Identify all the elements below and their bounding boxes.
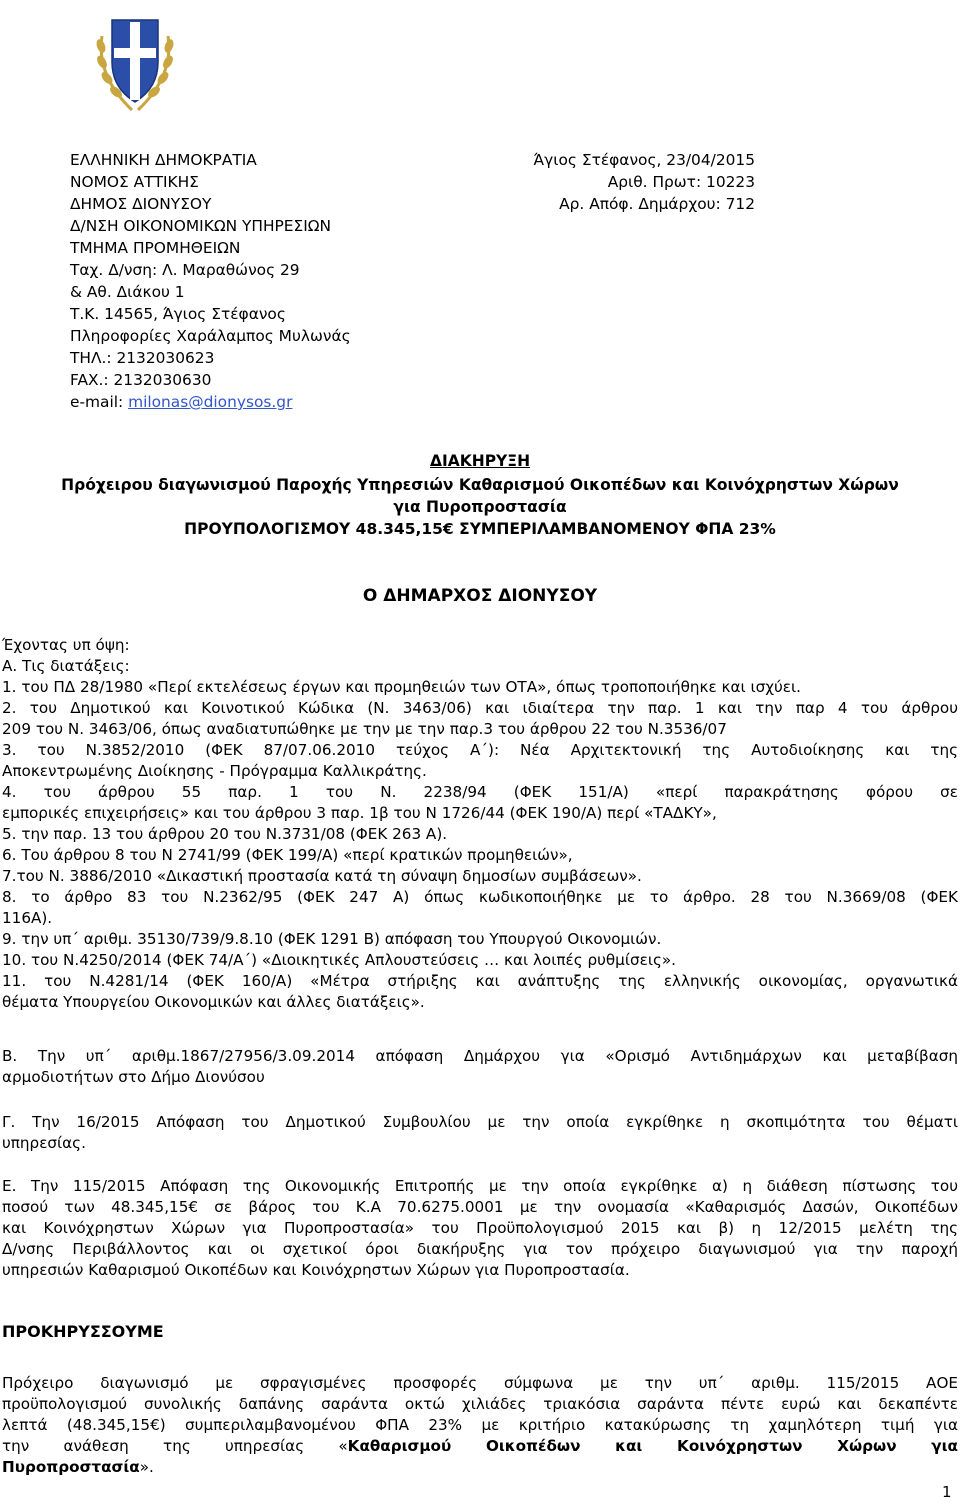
section-b xyxy=(2,1046,958,1088)
budget-line: ΠΡΟΥΠΟΛΟΓΙΣΜΟΥ 48.345,15€ ΣΥΜΠΕΡΙΛΑΜΒΑΝΟΜΕΝΟΥ ΦΠΑ 23% xyxy=(184,520,776,538)
section-e-line: Δ/νσης Περιβάλλοντος και οι σχετικοί όροι διακήρυξης για τον πρόχειρο διαγωνισμού για την παροχή xyxy=(2,1240,958,1258)
provision-item: 8. το άρθρο 83 του Ν.2362/95 (ΦΕΚ 247 Α) όπως κωδικοποιήθηκε με το άρθρο. 28 του Ν.3669/08 (ΦΕΚ xyxy=(2,888,958,906)
reference-header xyxy=(485,149,755,215)
provision-item: 11. του Ν.4281/14 (ΦΕΚ 160/Α) «Μέτρα στήριξης και ανάπτυξης της ελληνικής οικονομίας, οργανωτικά xyxy=(2,972,958,990)
section-b-line: Β. Την υπ΄ αριθμ.1867/27956/3.09.2014 απόφαση Δημάρχου για «Ορισμό Αντιδημάρχων και μεταβίβαση xyxy=(2,1047,958,1065)
section-c-line: Γ. Την 16/2015 Απόφαση του Δημοτικού Συμβουλίου με την οποία εγκρίθηκε η σκοπιμότητα του θέματι xyxy=(2,1113,958,1131)
provision-item: 3. του Ν.3852/2010 (ΦΕΚ 87/07.06.2010 τεύχος Α΄): Νέα Αρχιτεκτονική της Αυτοδιοίκησης και της xyxy=(2,741,958,759)
provision-item: 4. του άρθρου 55 παρ. 1 του Ν. 2238/94 (ΦΕΚ 151/Α) «περί παρακράτησης φόρου σε xyxy=(2,783,958,801)
service-name-bold: Καθαρισμού Οικοπέδων και Κοινόχρηστων Χώρων για xyxy=(347,1437,958,1455)
provision-item: 2. του Δημοτικού και Κοινοτικού Κώδικα (Ν. 3463/06) και ιδιαίτερα την παρ. 1 και την παρ 4 του άρθρου xyxy=(2,699,958,717)
header-line: ΕΛΛΗΝΙΚΗ ΔΗΜΟΚΡΑΤΙΑ xyxy=(70,151,257,169)
sender-header xyxy=(70,149,351,413)
final-line: προϋπολογισμού συνολικής δαπάνης σαράντα οκτώ χιλιάδες τριακόσια σαράντα πέντε ευρώ και δεκαπέντε xyxy=(2,1395,958,1413)
final-paragraph xyxy=(2,1373,958,1478)
provision-item: 1. του ΠΔ 28/1980 «Περί εκτελέσεως έργων και προμηθειών των ΟΤΑ», όπως τροποποιήθηκε και ισχύει. xyxy=(2,678,801,696)
header-line: Ταχ. Δ/νση: Λ. Μαραθώνος 29 xyxy=(70,261,300,279)
section-e xyxy=(2,1176,958,1281)
header-line: & Αθ. Διάκου 1 xyxy=(70,283,185,301)
provision-item: εμπορικές επιχειρήσεις» και του άρθρου 3 παρ. 1β του Ν 1726/44 (ΦΕΚ 190/Α) περί «ΤΑΔΚΥ», xyxy=(2,804,717,822)
section-e-line: ποσού των 48.345,15€ σε βάρος του Κ.Α 70.6275.0001 με την ονομασία «Καθαρισμός Δασών, Οικοπέδων xyxy=(2,1198,958,1216)
date-line: Άγιος Στέφανος, 23/04/2015 xyxy=(533,151,755,169)
provision-item: 116Α). xyxy=(2,909,53,927)
final-line-suffix: ». xyxy=(139,1458,154,1476)
provision-item: 9. την υπ΄ αριθμ. 35130/739/9.8.10 (ΦΕΚ 1291 Β) απόφαση του Υπουργού Οικονομιών. xyxy=(2,930,662,948)
protocol-number: Αριθ. Πρωτ: 10223 xyxy=(607,173,755,191)
header-line: ΔΗΜΟΣ ΔΙΟΝΥΣΟΥ xyxy=(70,195,212,213)
provision-item: 10. του Ν.4250/2014 (ΦΕΚ 74/Α΄) «Διοικητικές Απλουστεύσεις … και λοιπές ρυθμίσεις». xyxy=(2,951,676,969)
section-b-line: αρμοδιοτήτων στο Δήμο Διονύσου xyxy=(2,1068,265,1086)
decision-number: Αρ. Απόφ. Δημάρχου: 712 xyxy=(559,195,755,213)
provision-item: Αποκεντρωμένης Διοίκησης - Πρόγραμμα Καλλικράτης. xyxy=(2,762,427,780)
greek-coat-of-arms-icon xyxy=(92,6,178,118)
subtitle-line: Πρόχειρου διαγωνισμού Παροχής Υπηρεσιών Καθαρισμού Οικοπέδων και Κοινόχρηστων Χώρων xyxy=(61,476,899,494)
header-line: Τ.Κ. 14565, Άγιος Στέφανος xyxy=(70,305,286,323)
section-c-line: υπηρεσίας. xyxy=(2,1134,86,1152)
section-a-label: Α. Τις διατάξεις: xyxy=(2,657,130,675)
section-e-line: Ε. Την 115/2015 Απόφαση της Οικονομικής Επιτροπής με την οποία εγκρίθηκε α) η διάθεση πίστωσης του xyxy=(2,1177,958,1195)
mayor-heading: Ο ΔΗΜΑΡΧΟΣ ΔΙΟΝΥΣΟΥ xyxy=(362,586,598,606)
final-line: λεπτά (48.345,15€) συμπεριλαμβανομένου ΦΠΑ 23% με κριτήριο κατακύρωσης τη χαμηλότερη τιμή για xyxy=(2,1416,958,1434)
provision-item: 7.του Ν. 3886/2010 «Δικαστική προστασία κατά τη σύναψη δημοσίων συμβάσεων». xyxy=(2,867,642,885)
service-name-bold: Πυροπροστασία xyxy=(2,1458,140,1476)
section-e-line: υπηρεσιών Καθαρισμού Οικοπέδων και Κοινόχρηστων Χώρων για Πυροπροστασία. xyxy=(2,1261,630,1279)
section-c xyxy=(2,1112,958,1154)
final-line-prefix: την ανάθεση της υπηρεσίας « xyxy=(2,1437,348,1455)
provision-item: θέματα Υπουργείου Οικονομικών και άλλες διατάξεις». xyxy=(2,993,425,1011)
email-label: e-mail: xyxy=(70,393,129,411)
considering-label: Έχοντας υπ όψη: xyxy=(2,636,130,654)
header-line: ΤΗΛ.: 2132030623 xyxy=(70,349,215,367)
page-number: 1 xyxy=(942,1483,952,1501)
document-heading: ΔΙΑΚΗΡΥΞΗ xyxy=(429,452,531,470)
document-subtitle xyxy=(0,474,960,540)
header-line: ΝΟΜΟΣ ΑΤΤΙΚΗΣ xyxy=(70,173,199,191)
provisions-section xyxy=(2,635,958,1013)
final-line xyxy=(2,1457,958,1478)
final-line: Πρόχειρο διαγωνισμό με σφραγισμένες προσφορές σύμφωνα με την υπ΄ αριθμ. 115/2015 ΑΟΕ xyxy=(2,1374,958,1392)
provision-item: 5. την παρ. 13 του άρθρου 20 του Ν.3731/08 (ΦΕΚ 263 Α). xyxy=(2,825,448,843)
header-line: Πληροφορίες Χαράλαμπος Μυλωνάς xyxy=(70,327,351,345)
email-link[interactable]: milonas@dionysos.gr xyxy=(128,393,293,411)
provision-item: 6. Του άρθρου 8 του Ν 2741/99 (ΦΕΚ 199/Α) «περί κρατικών προμηθειών», xyxy=(2,846,573,864)
header-line: FAX.: 2132030630 xyxy=(70,371,212,389)
email-line xyxy=(70,391,351,413)
announce-heading: ΠΡΟΚΗΡΥΣΣΟΥΜΕ xyxy=(2,1322,164,1341)
final-line xyxy=(2,1436,958,1457)
section-e-line: και Κοινόχρηστων Χώρων για Πυροπροστασία» του Προϋπολογισμού 2015 και β) η 12/2015 μελέτη της xyxy=(2,1219,958,1237)
header-line: ΤΜΗΜΑ ΠΡΟΜΗΘΕΙΩΝ xyxy=(70,239,241,257)
provision-item: 209 του Ν. 3463/06, όπως αναδιατυπώθηκε με την με την παρ.3 του άρθρου 22 του Ν.3536/07 xyxy=(2,720,727,738)
header-line: Δ/ΝΣΗ ΟΙΚΟΝΟΜΙΚΩΝ ΥΠΗΡΕΣΙΩΝ xyxy=(70,217,332,235)
subtitle-line: για Πυροπροστασία xyxy=(393,498,567,516)
